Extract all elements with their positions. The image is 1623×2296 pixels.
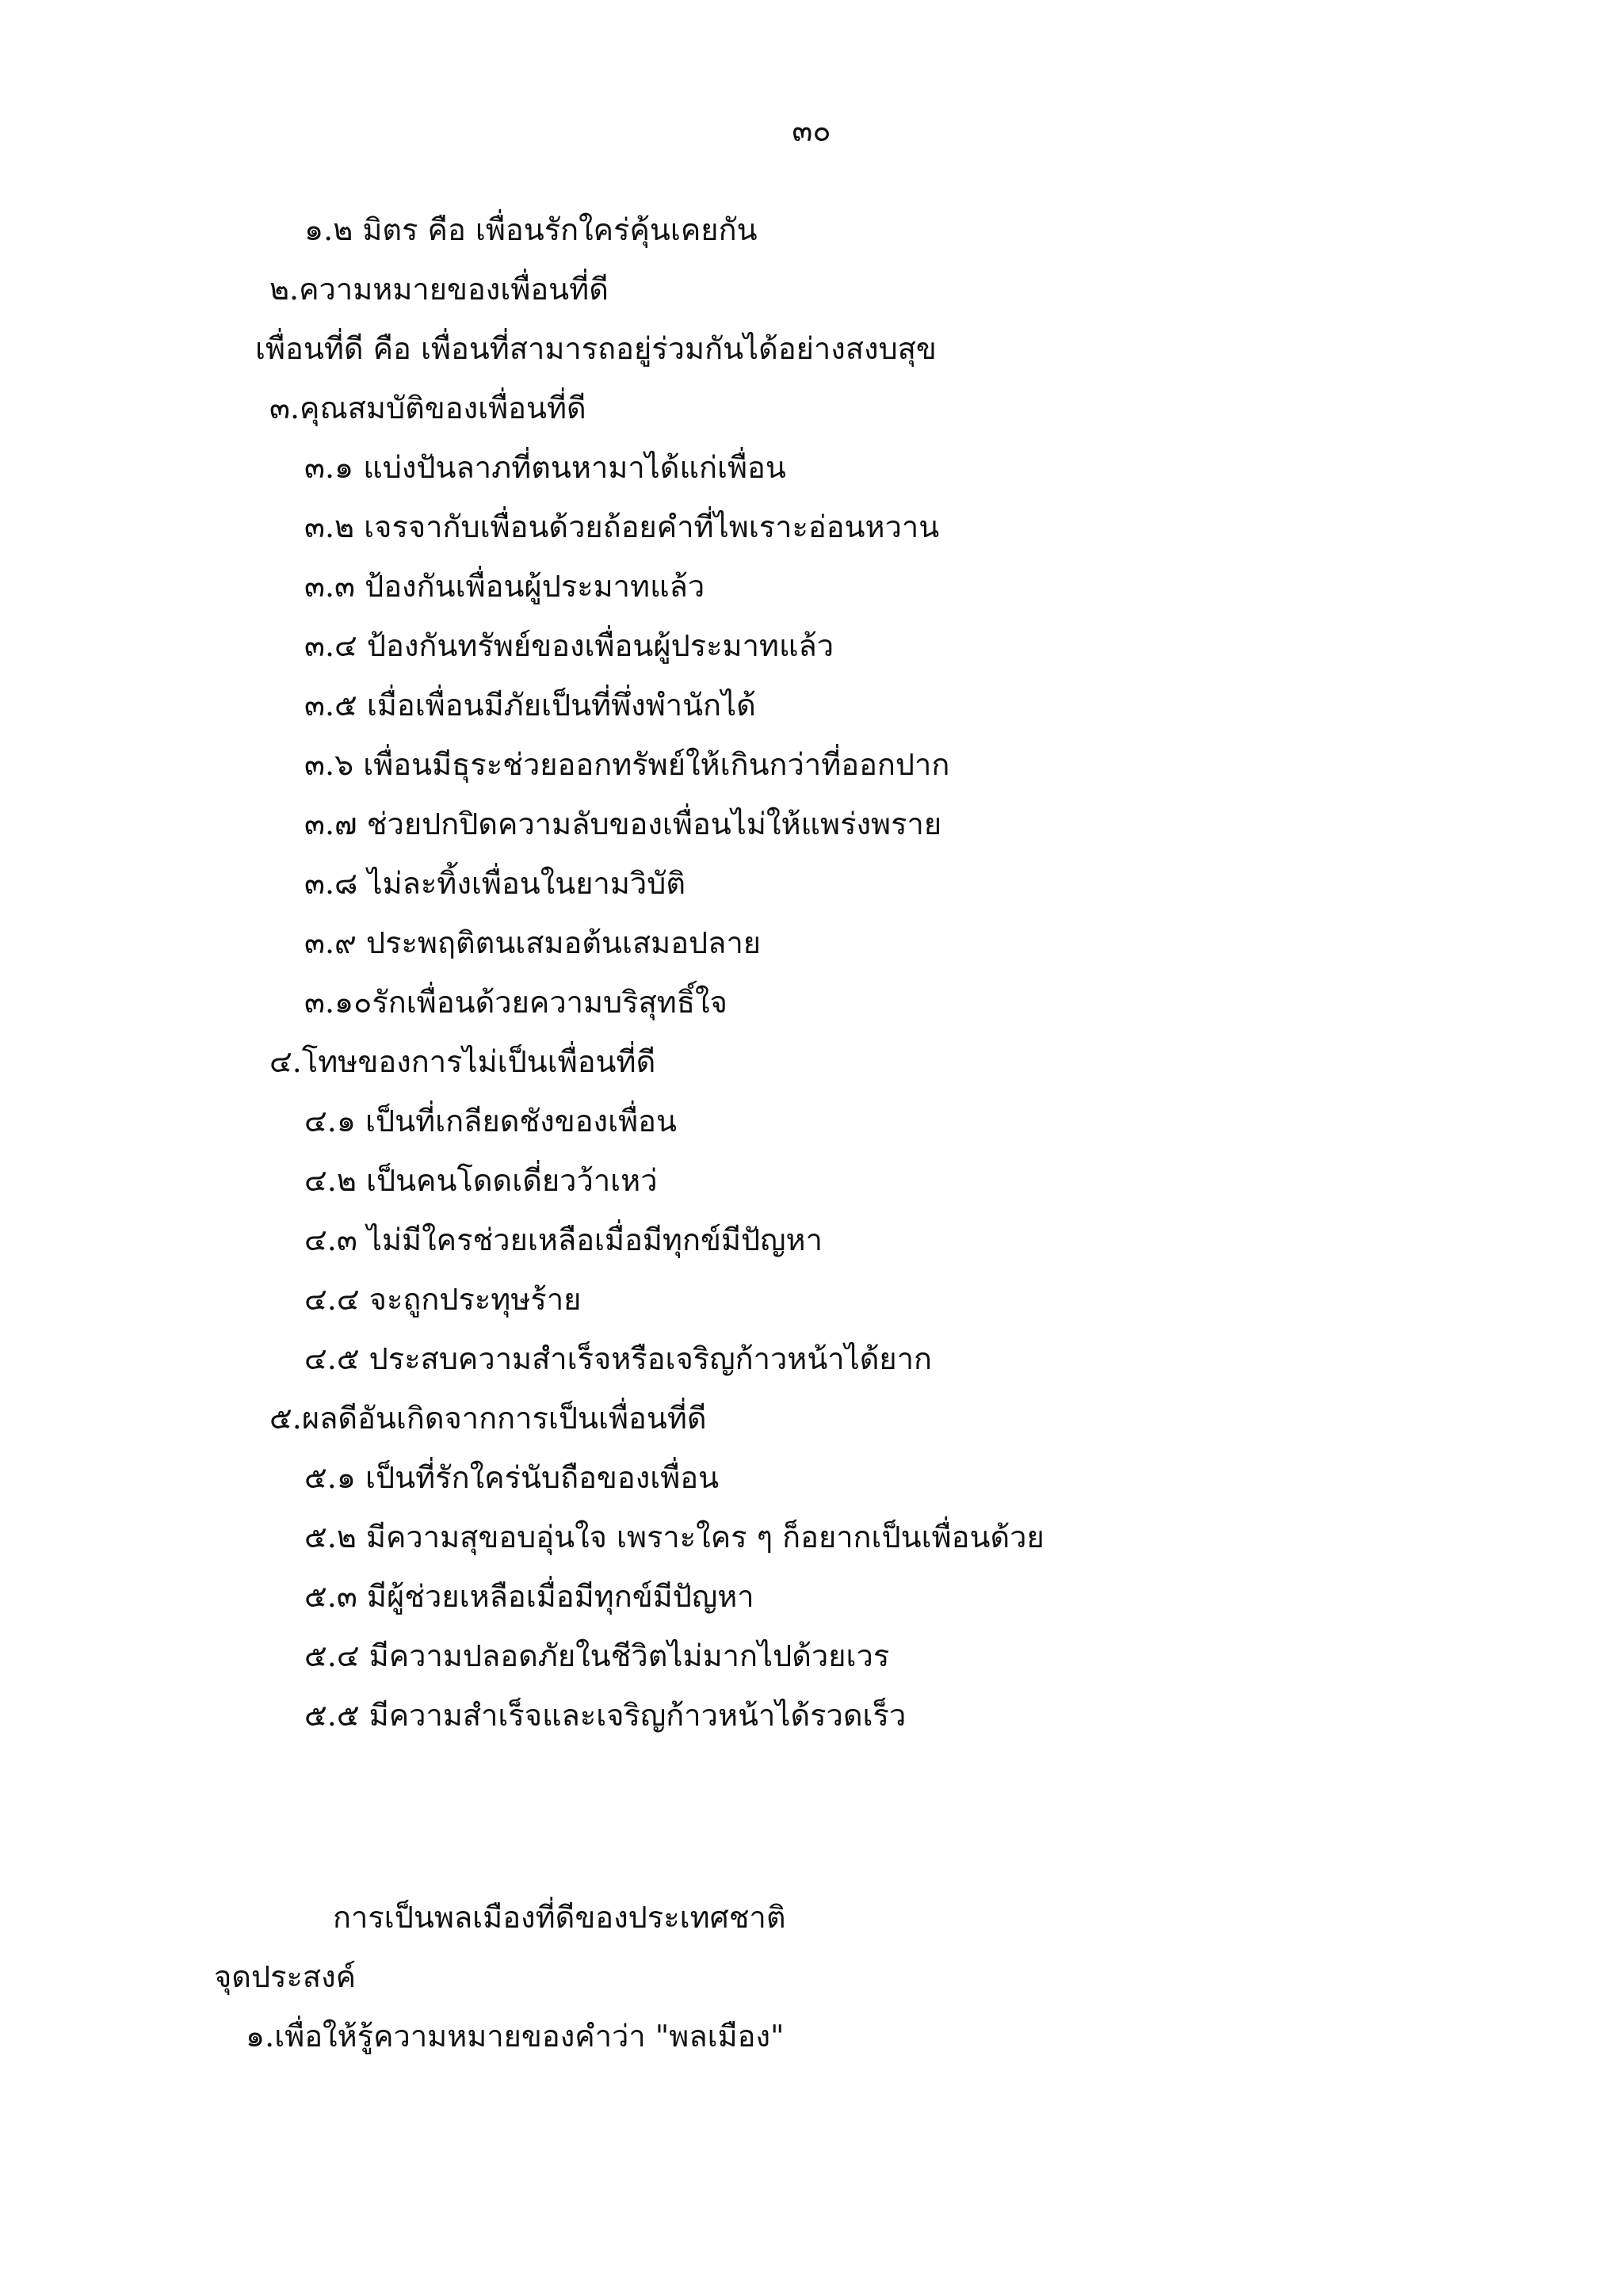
list-item: ๓.๓ ป้องกันเพื่อนผู้ประมาทแล้ว bbox=[304, 569, 705, 604]
heading-meaning: ๒.ความหมายของเพื่อนที่ดี bbox=[269, 272, 609, 307]
list-item: ๓.๖ เพื่อนมีธุระช่วยออกทรัพย์ให้เกินกว่าที่ออกปาก bbox=[304, 747, 950, 782]
heading-benefits: ๕.ผลดีอันเกิดจากการเป็นเพื่อนที่ดี bbox=[269, 1401, 707, 1436]
list-item: ๓.๒ เจรจากับเพื่อนด้วยถ้อยคำที่ไพเราะอ่อนหวาน bbox=[304, 509, 940, 544]
section-title: การเป็นพลเมืองที่ดีของประเทศชาติ bbox=[333, 1900, 786, 1935]
list-item: ๓.๗ ช่วยปกปิดความลับของเพื่อนไม่ให้แพร่งพราย bbox=[304, 807, 942, 841]
list-item: ๔.๕ ประสบความสำเร็จหรือเจริญก้าวหน้าได้ยาก bbox=[304, 1341, 933, 1376]
list-item: ๕.๒ มีความสุขอบอุ่นใจ เพราะใคร ๆ ก็อยากเป็นเพื่อนด้วย bbox=[304, 1520, 1044, 1554]
list-item: ๔.๔ จะถูกประทุษร้าย bbox=[304, 1282, 582, 1317]
page-number: ๓๐ bbox=[792, 113, 831, 148]
objective-item: ๑.เพื่อให้รู้ความหมายของคำว่า "พลเมือง" bbox=[246, 2019, 785, 2054]
list-item: ๓.๑๐รักเพื่อนด้วยความบริสุทธิ์ใจ bbox=[304, 985, 727, 1020]
list-item: ๔.๑ เป็นที่เกลียดชังของเพื่อน bbox=[304, 1104, 677, 1138]
list-item: ๕.๑ เป็นที่รักใคร่นับถือของเพื่อน bbox=[304, 1460, 720, 1495]
list-item: ๓.๕ เมื่อเพื่อนมีภัยเป็นที่พึ่งพำนักได้ bbox=[304, 688, 756, 723]
heading-qualities: ๓.คุณสมบัติของเพื่อนที่ดี bbox=[269, 391, 586, 425]
list-item: ๓.๔ ป้องกันทรัพย์ของเพื่อนผู้ประมาทแล้ว bbox=[304, 628, 834, 663]
list-item: ๔.๒ เป็นคนโดดเดี่ยวว้าเหว่ bbox=[304, 1163, 658, 1198]
list-item: ๓.๙ ประพฤติตนเสมอต้นเสมอปลาย bbox=[304, 925, 762, 960]
text-line: เพื่อนที่ดี คือ เพื่อนที่สามารถอยู่ร่วมกันได้อย่างสงบสุข bbox=[255, 331, 937, 366]
list-item: ๓.๘ ไม่ละทิ้งเพื่อนในยามวิบัติ bbox=[304, 866, 686, 901]
objectives-label: จุดประสงค์ bbox=[214, 1959, 357, 1994]
list-item: ๕.๓ มีผู้ช่วยเหลือเมื่อมีทุกข์มีปัญหา bbox=[304, 1579, 754, 1614]
list-item: ๕.๔ มีความปลอดภัยในชีวิตไม่มากไปด้วยเวร bbox=[304, 1638, 890, 1673]
heading-harms: ๔.โทษของการไม่เป็นเพื่อนที่ดี bbox=[269, 1044, 656, 1079]
text-line: ๑.๒ มิตร คือ เพื่อนรักใคร่คุ้นเคยกัน bbox=[304, 212, 758, 247]
list-item: ๓.๑ แบ่งปันลาภที่ตนหามาได้แก่เพื่อน bbox=[304, 450, 786, 485]
list-item: ๕.๕ มีความสำเร็จและเจริญก้าวหน้าได้รวดเร็ว bbox=[304, 1698, 907, 1733]
list-item: ๔.๓ ไม่มีใครช่วยเหลือเมื่อมีทุกข์มีปัญหา bbox=[304, 1222, 823, 1257]
